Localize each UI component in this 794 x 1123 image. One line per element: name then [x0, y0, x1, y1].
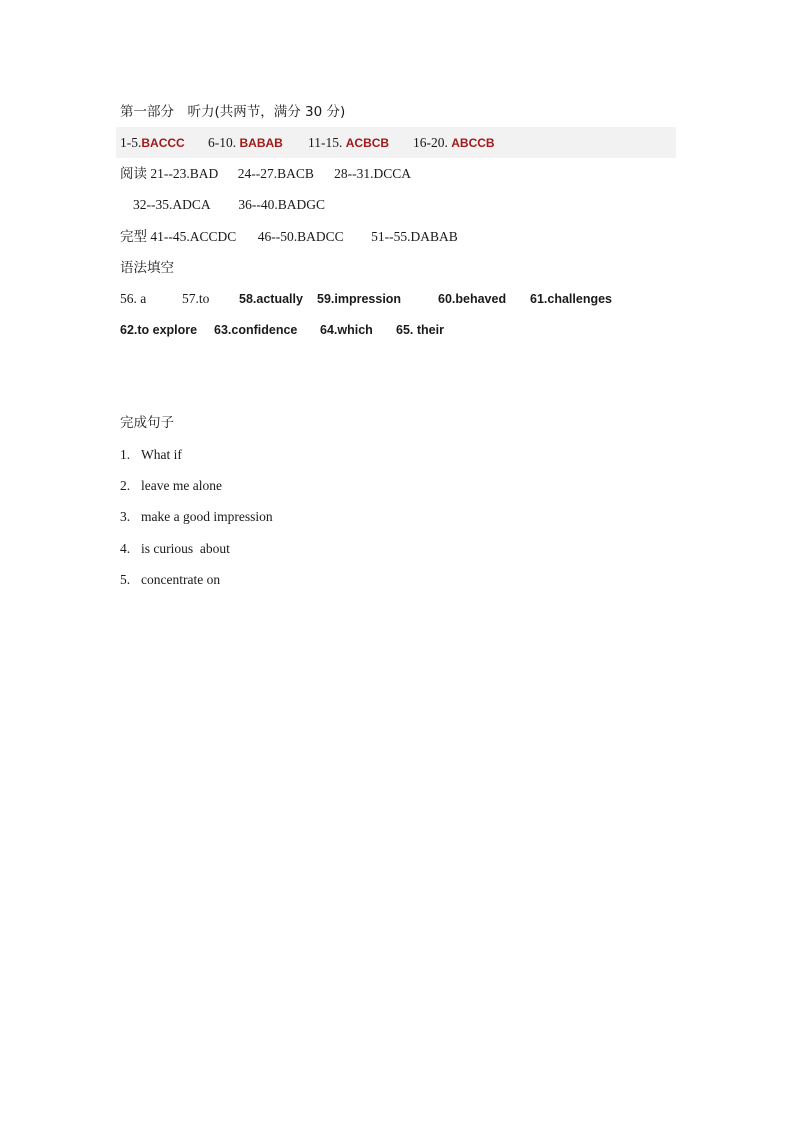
grammar-item: 59.impression	[317, 292, 402, 306]
listening-range: 16-20.	[413, 135, 452, 150]
cloze-item: 46--50.BADCC	[257, 229, 344, 244]
grammar-item: 62.to explore	[120, 323, 198, 337]
listening-answer: ABCCB	[451, 136, 495, 150]
completion-text: leave me alone	[141, 478, 222, 493]
cloze-item: 51--55.DABAB	[371, 229, 458, 244]
listening-group-4	[413, 127, 495, 159]
completion-item	[120, 570, 220, 590]
reading-item: 24--27.BACB	[237, 166, 314, 181]
grammar-item: 58.actually	[239, 292, 303, 306]
completion-item	[120, 507, 273, 527]
listening-group-3	[308, 127, 413, 159]
grammar-item: 57.to	[182, 291, 210, 306]
grammar-item: 61.challenges	[530, 292, 612, 306]
grammar-item: 64.which	[320, 323, 373, 337]
completion-item	[120, 539, 230, 559]
completion-number: 5.	[120, 572, 131, 587]
completion-number: 1.	[120, 447, 131, 462]
reading-label: 阅读	[120, 166, 147, 182]
reading-item: 28--31.DCCA	[334, 166, 411, 181]
reading-answers-row	[120, 164, 411, 184]
part1-heading: 第一部分 听力(共两节，满分 30 分)	[120, 104, 346, 120]
completion-text: make a good impression	[141, 509, 273, 524]
listening-answer: ACBCB	[345, 136, 390, 150]
completion-text: What if	[141, 447, 182, 462]
reading-item: 21--23.BAD	[150, 166, 219, 181]
completion-text: concentrate on	[141, 572, 221, 587]
cloze-answers-row	[120, 227, 458, 247]
listening-answer: BACCC	[141, 136, 185, 150]
grammar-answers-row-1	[120, 289, 612, 310]
completion-number: 2.	[120, 478, 131, 493]
listening-group-2	[208, 127, 308, 159]
grammar-heading: 语法填空	[120, 260, 174, 276]
completion-item	[120, 476, 222, 496]
cloze-item: 41--45.ACCDC	[150, 229, 237, 244]
completion-number: 4.	[120, 541, 131, 556]
listening-range: 6-10.	[208, 135, 240, 150]
grammar-item: 56. a	[120, 291, 147, 306]
completion-number: 3.	[120, 509, 131, 524]
listening-answer: BABAB	[239, 136, 283, 150]
grammar-item: 65. their	[396, 323, 444, 337]
listening-range: 1-5.	[120, 135, 142, 150]
grammar-answers-row-2	[120, 320, 444, 341]
reading-item: 36--40.BADGC	[238, 197, 325, 212]
listening-range: 11-15.	[308, 135, 346, 150]
listening-group-1	[120, 127, 208, 159]
listening-answers-row	[116, 127, 676, 158]
completion-heading: 完成句子	[120, 415, 174, 431]
completion-text: is curious about	[141, 541, 230, 556]
grammar-item: 60.behaved	[438, 292, 507, 306]
reading-answers-row-2	[133, 195, 325, 215]
cloze-label: 完型	[120, 229, 147, 245]
completion-item	[120, 445, 182, 465]
reading-item: 32--35.ADCA	[133, 197, 211, 212]
grammar-item: 63.confidence	[214, 323, 298, 337]
